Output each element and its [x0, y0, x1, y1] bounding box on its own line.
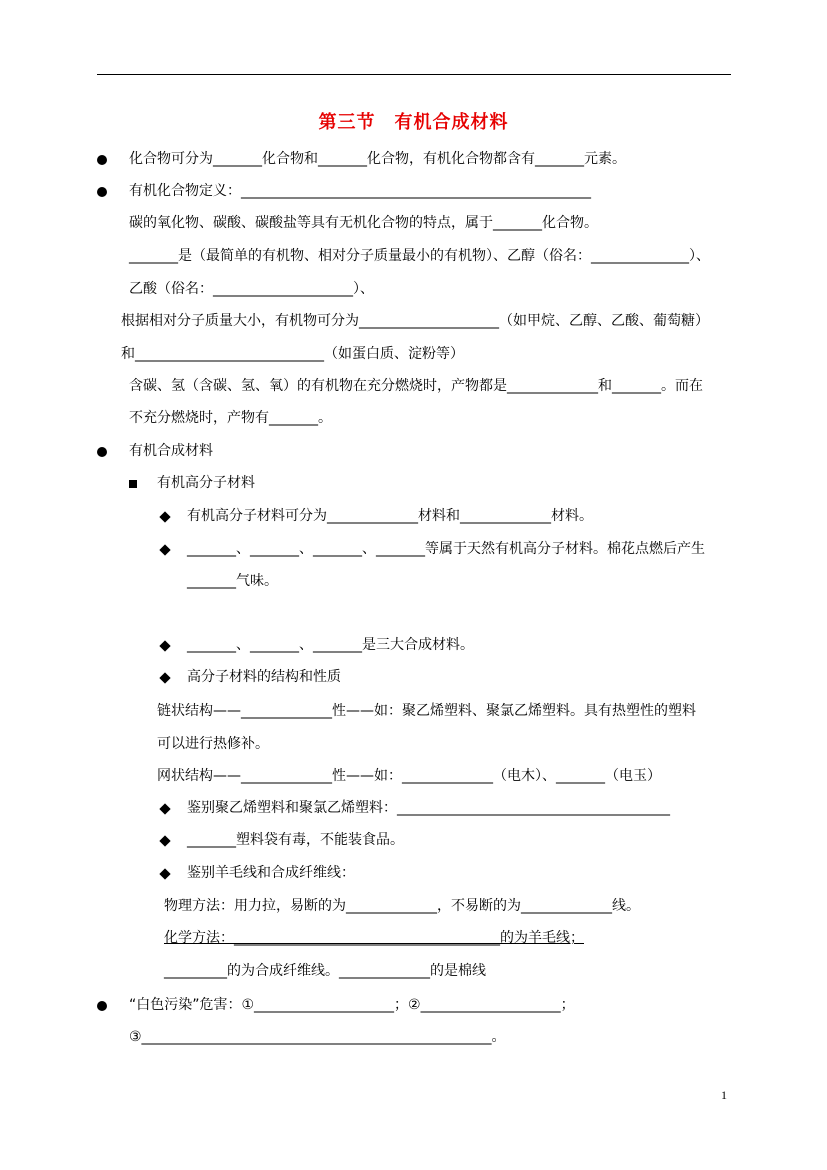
bullet-diamond-icon: [159, 865, 169, 878]
text-line: 鉴别羊毛线和合成纤维线：: [187, 865, 355, 881]
bullet-diamond-icon: [159, 832, 169, 845]
text-line: 根据相对分子质量大小，有机物可分为____________________（如甲烷、乙醇、乙酸、葡萄糖）: [121, 313, 709, 329]
text-line: 有机高分子材料: [157, 475, 255, 491]
section-title: 第三节 有机合成材料: [318, 112, 509, 133]
text-line: _________的为合成纤维线。_____________的是棉线: [164, 963, 486, 979]
text-line: 乙酸（俗名：____________________）、: [129, 281, 374, 297]
text-line: _______、_______、_______是三大合成材料。: [187, 637, 474, 653]
bullet-dot-icon: [97, 151, 107, 165]
text-line: 化合物可分为_______化合物和_______化合物，有机化合物都含有_______元素。: [129, 151, 626, 167]
text-line: 有机合成材料: [129, 443, 213, 459]
text-line: 物理方法：用力拉，易断的为_____________，不易断的为_____________线。: [164, 898, 640, 914]
bullet-diamond-icon: [159, 541, 169, 554]
bullet-diamond-icon: [159, 508, 169, 521]
text-line: 可以进行热修补。: [157, 736, 269, 752]
bullet-dot-icon: [97, 443, 107, 457]
text-line: 含碳、氢（含碳、氢、氧）的有机物在充分燃烧时，产物都是_____________和_______。而在: [129, 378, 703, 394]
text-line: _______气味。: [187, 573, 278, 589]
text-line: _______塑料袋有毒，不能装食品。: [187, 832, 404, 848]
text-line: 网状结构——_____________性——如：_____________（电木）、_______（电玉）: [157, 768, 661, 784]
text-line: “白色污染”危害：①____________________；②____________________；: [129, 997, 575, 1013]
page-number: 1: [721, 1088, 727, 1102]
text-line: 和___________________________（如蛋白质、淀粉等）: [121, 346, 464, 362]
text-line: 碳的氧化物、碳酸、碳酸盐等具有无机化合物的特点，属于_______化合物。: [129, 215, 598, 231]
text-line: 链状结构——_____________性——如：聚乙烯塑料、聚氯乙烯塑料。具有热塑性的塑料: [157, 703, 696, 719]
bullet-diamond-icon: [159, 637, 169, 650]
text-line: 化学方法：______________________________________的为羊毛线；: [164, 930, 584, 946]
bullet-diamond-icon: [159, 669, 169, 682]
text-line: _______是（最简单的有机物、相对分子质量最小的有机物）、乙醇（俗名：______________）、: [129, 248, 710, 264]
text-line: 鉴别聚乙烯塑料和聚氯乙烯塑料：_______________________________________: [187, 800, 670, 816]
bullet-dot-icon: [97, 997, 107, 1011]
text-line: _______、_______、_______、_______等属于天然有机高分子材料。棉花点燃后产生: [187, 541, 705, 557]
text-line: 不充分燃烧时，产物有_______。: [129, 410, 332, 426]
text-line: 有机高分子材料可分为_____________材料和_____________材料。: [187, 508, 593, 524]
text-line: ③__________________________________________________。: [129, 1029, 506, 1045]
text-line: 有机化合物定义：__________________________________________________: [129, 183, 591, 199]
text-line: 高分子材料的结构和性质: [187, 669, 341, 685]
bullet-square-icon: [129, 475, 137, 488]
bullet-diamond-icon: [159, 800, 169, 813]
header-rule: [97, 74, 731, 75]
bullet-dot-icon: [97, 183, 107, 197]
